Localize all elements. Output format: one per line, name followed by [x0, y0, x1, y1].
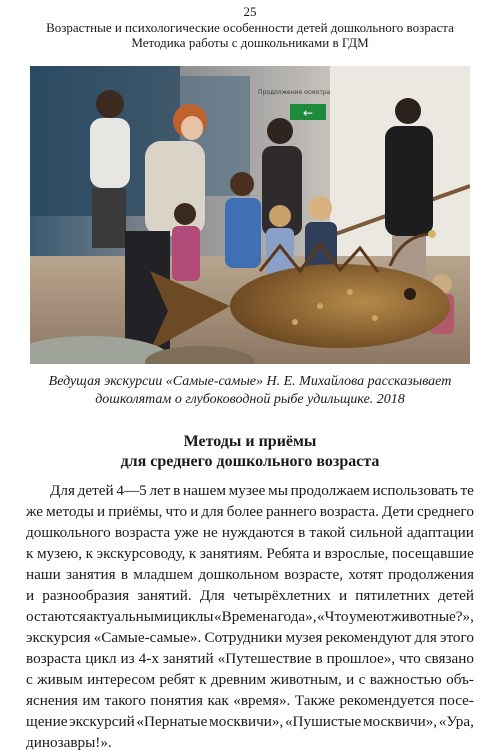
- body-line: экскурсия «Самые-самые». Сотрудники музея рекомендуют для этого: [26, 629, 474, 646]
- page-number: 25: [243, 4, 257, 19]
- section-title-line-2: для среднего дошкольного возраста: [120, 453, 380, 470]
- body-line: с живым интересом ребят к древним животным, и с важностью объ-: [26, 671, 474, 688]
- photo-caption: [26, 373, 474, 409]
- caption-line-1: Ведущая экскурсии «Самые-самые» Н. Е. Михайлова рассказывает: [48, 374, 452, 389]
- museum-photo-illustration: [30, 66, 470, 364]
- running-header-line-2: Методика работы с дошкольниками в ГДМ: [131, 35, 369, 50]
- body-line: Для детей 4—5 лет в нашем музее мы продолжаем использовать те: [50, 482, 474, 499]
- section-title-line-1: Методы и приёмы: [183, 433, 317, 450]
- body-line: яснения им такого понятия как «время». Также рекомендуется посе-: [26, 692, 474, 709]
- exit-sign: [290, 104, 326, 120]
- caption-line-2: дошколятам о глубоководной рыбе удильщике. 2018: [95, 392, 405, 407]
- section-title: [0, 432, 500, 472]
- exhibit-sign: Продолжение осмотра: [258, 89, 331, 96]
- museum-photo: [30, 66, 470, 364]
- body-line: дошкольного возраста уже не нуждаются в такой сильной адаптации: [26, 524, 474, 541]
- body-line: щение экскурсий «Пернатые москвичи», «Пушистые москвичи», «Ура,: [26, 713, 474, 730]
- running-header: [0, 20, 500, 50]
- svg-text:←: ←: [302, 106, 314, 120]
- running-header-line-1: Возрастные и психологические особенности детей дошкольного возраста: [46, 20, 454, 35]
- body-line: же методы и приёмы, что и для более раннего возраста. Дети среднего: [26, 503, 474, 520]
- body-line: к музею, к экскурсоводу, к занятиям. Ребята и взрослые, посещавшие: [26, 545, 474, 562]
- body-paragraph: [26, 480, 474, 753]
- body-line: остаются актуальными циклы «Времена года», «Что умеют животные?»,: [26, 608, 474, 625]
- body-line: наши занятия в младшем дошкольном возрасте, хотят продолжения: [26, 566, 474, 583]
- body-line: возраста цикл из 4-х занятий «Путешествие в прошлое», что связано: [26, 650, 474, 667]
- body-line: динозавры!».: [26, 734, 112, 751]
- body-line: и разнообразия занятий. Для четырёхлетних и пятилетних детей: [26, 587, 474, 604]
